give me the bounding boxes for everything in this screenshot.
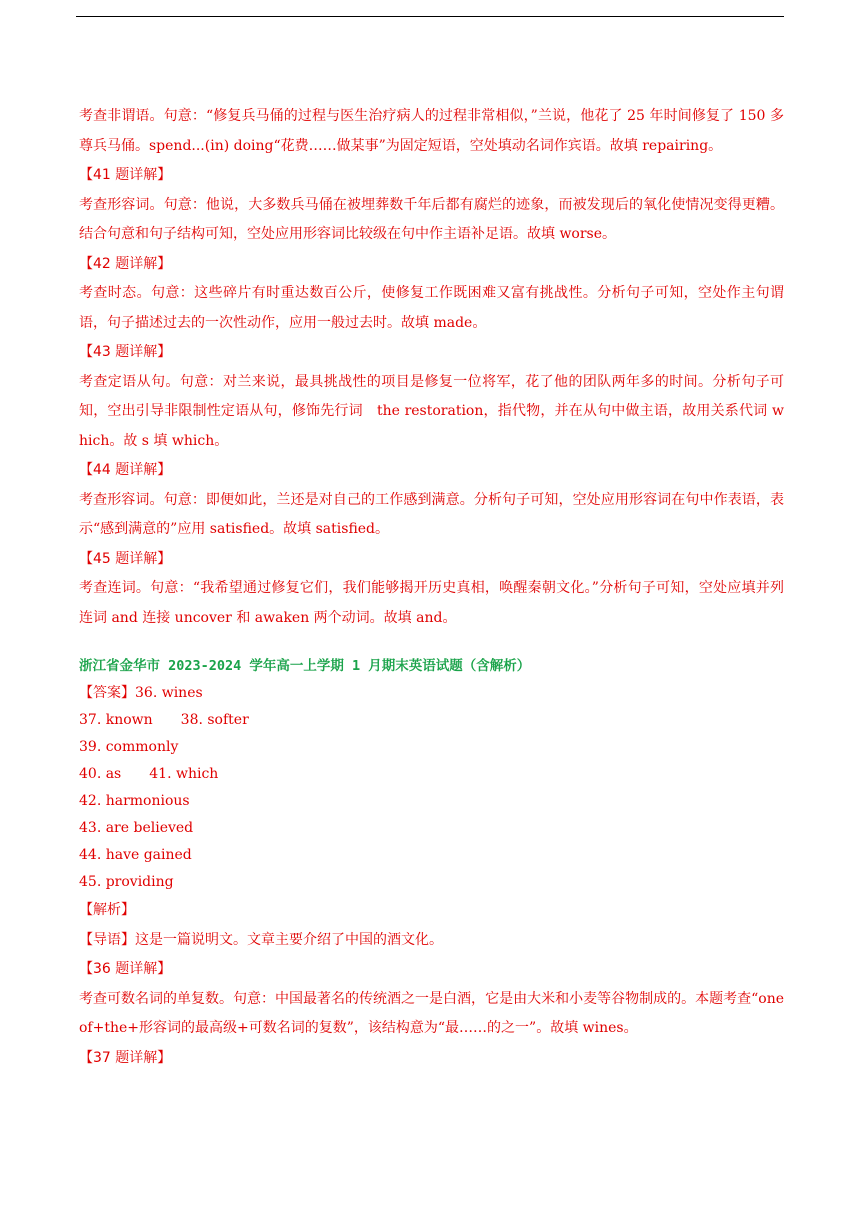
answer-41: 41. which [149, 766, 219, 782]
answer-37: 37. known [79, 712, 153, 728]
answer-45: 45. providing [79, 874, 174, 890]
heading-43: 【43 题详解】 [79, 344, 172, 360]
explanation-43: 考查定语从句。句意：对兰来说，最具挑战性的项目是修复一位将军，花了他的团队两年多的时间。分析句子可知，空出引导非限制性定语从句，修饰先行词 the restoration，指代物，并在从句中做主语，故用关系代词 which。故 s 填 which。 [79, 373, 784, 449]
answer-line-8 [79, 869, 784, 896]
answer-44: 44. have gained [79, 847, 192, 863]
explanation-42: 考查时态。句意：这些碎片有时重达数百公斤，使修复工作既困难又富有挑战性。分析句子可知，空处作主句谓语，句子描述过去的一次性动作，应用一般过去时。故填 made。 [79, 285, 784, 331]
explanation-41: 考查形容词。句意：他说，大多数兵马俑在被埋葬数千年后都有腐烂的迹象，而被发现后的氧化使情况变得更糟。结合句意和句子结构可知，空处应用形容词比较级在句中作主语补足语。故填 worse。 [79, 196, 784, 242]
explanation-40: 考查非谓语。句意：“修复兵马俑的过程与医生治疗病人的过程非常相似，”兰说，他花了 25 年时间修复了 150 多尊兵马俑。spend...(in) doing“花费……做某事”为固定短语，空处填动名词作宾语。故填 repairing。 [79, 108, 784, 154]
source-title: 浙江省金华市 2023-2024 学年高一上学期 1 月期末英语试题（含解析） [79, 658, 531, 674]
heading-44: 【44 题详解】 [79, 462, 172, 478]
explanation-44: 考查形容词。句意：即便如此，兰还是对自己的工作感到满意。分析句子可知，空处应用形容词在句中作表语，表示“感到满意的”应用 satisfied。故填 satisfied。 [79, 491, 784, 537]
document-body [79, 102, 784, 1073]
section-gap [79, 633, 784, 653]
answer-line-1 [79, 680, 784, 707]
answer-36: 【答案】36. wines [79, 685, 203, 701]
intro-heading: 【导语】这是一篇说明文。文章主要介绍了中国的酒文化。 [79, 931, 443, 948]
answer-line-6 [79, 815, 784, 842]
answer-line-4 [79, 761, 784, 788]
answer-43: 43. are believed [79, 820, 194, 836]
heading-37: 【37 题详解】 [79, 1049, 172, 1066]
answer-38: 38. softer [180, 712, 249, 728]
header-rule [76, 16, 784, 17]
answer-40: 40. as [79, 766, 122, 782]
explanation-36: 考查可数名词的单复数。句意：中国最著名的传统酒之一是白酒，它是由大米和小麦等谷物制成的。本题考查“one of+the+形容词的最高级+可数名词的复数”，该结构意为“最……的之一”。故填 wines。 [79, 990, 784, 1036]
answer-line-5 [79, 788, 784, 815]
answer-42: 42. harmonious [79, 793, 190, 809]
heading-41: 【41 题详解】 [79, 167, 172, 183]
explanation-45: 考查连词。句意：“我希望通过修复它们，我们能够揭开历史真相，唤醒秦朝文化。”分析句子可知，空处应填并列连词 and 连接 uncover 和 awaken 两个动词。故填 and。 [79, 580, 784, 626]
analysis-heading: 【解析】 [79, 902, 135, 918]
answer-line-7 [79, 842, 784, 869]
answer-39: 39. commonly [79, 739, 179, 755]
heading-45: 【45 题详解】 [79, 550, 172, 567]
heading-42: 【42 题详解】 [79, 255, 172, 272]
heading-36: 【36 题详解】 [79, 961, 172, 977]
answer-line-2 [79, 707, 784, 734]
answer-line-3 [79, 734, 784, 761]
